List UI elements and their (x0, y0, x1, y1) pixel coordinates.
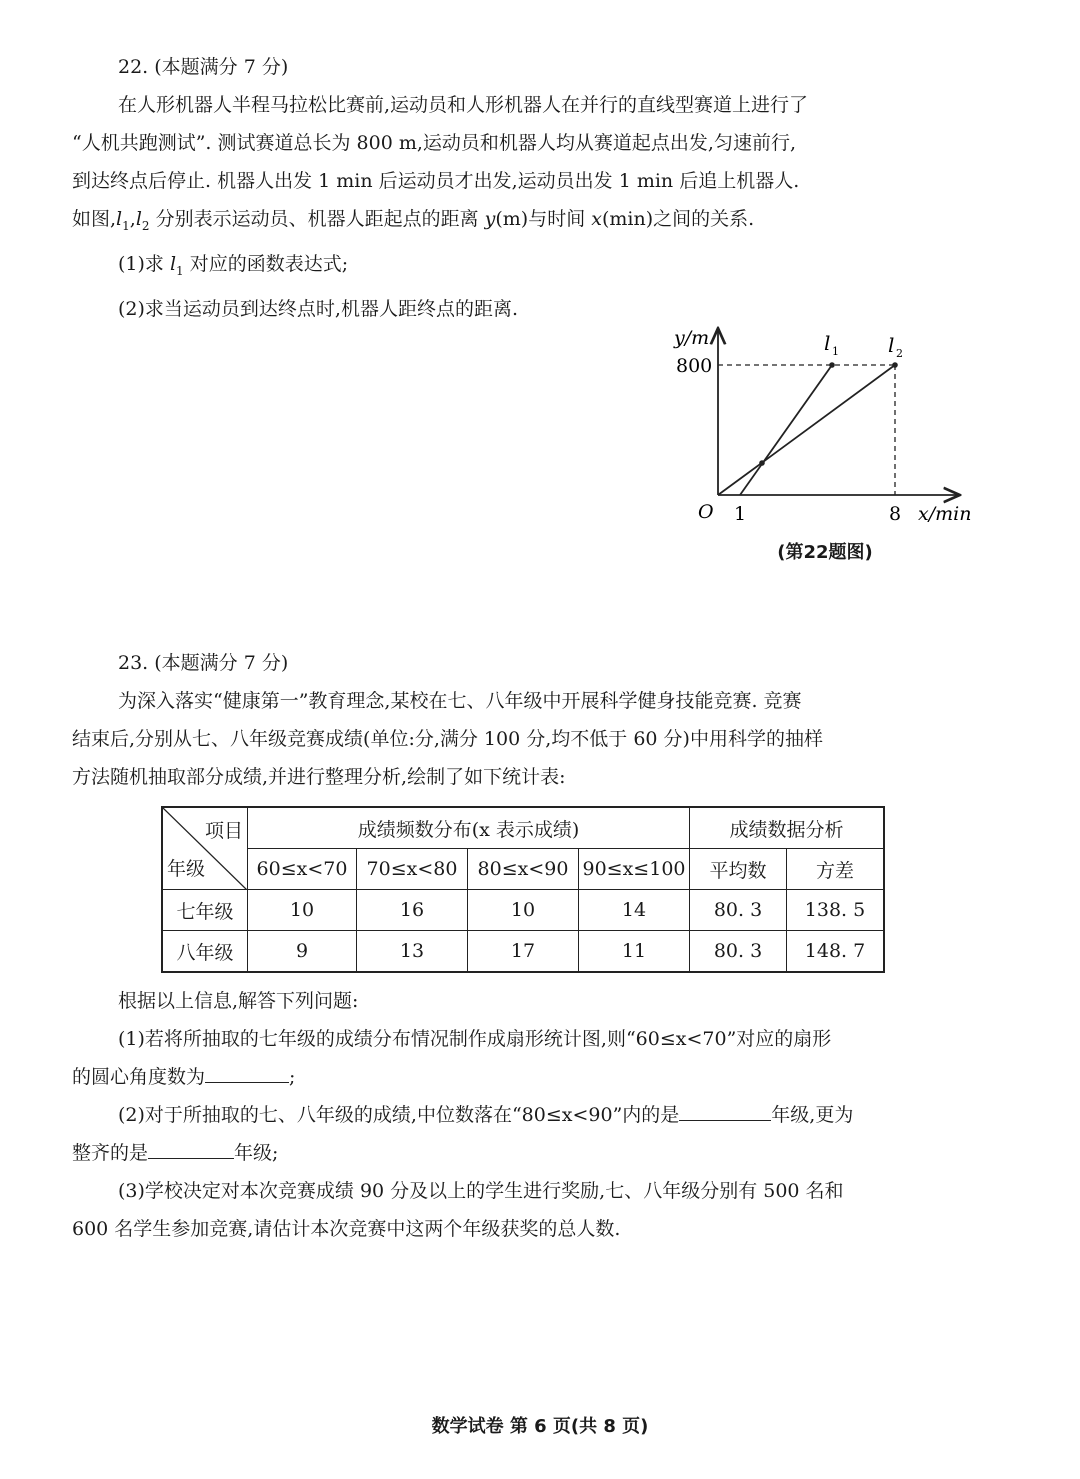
cell: 16 (357, 890, 468, 931)
corner-top-label: 项目 (204, 820, 243, 842)
cell: 10 (468, 890, 579, 931)
row-grade: 七年级 (162, 890, 248, 931)
question-23 (72, 644, 972, 796)
question-23-header: 23. (本题满分 7 分) (118, 652, 289, 674)
question-23-sub-3-line-1: (3)学校决定对本次竞赛成绩 90 分及以上的学生进行奖励,七、八年级分别有 500 名和 (118, 1180, 844, 1202)
col-header-variance: 方差 (787, 849, 885, 890)
question-22-sub-2: (2)求当运动员到达终点时,机器人距终点的距离. (118, 297, 518, 320)
question-23-sub-2-line-2: 整齐的是 年级; (72, 1134, 972, 1172)
cell: 9 (248, 931, 357, 973)
corner-bottom-label: 年级 (167, 858, 206, 880)
x-axis-label: x/min (918, 503, 972, 525)
l1-label-sub: 1 (832, 345, 839, 358)
cell-variance: 138. 5 (787, 890, 885, 931)
question-22-header: 22. (本题满分 7 分) (118, 56, 289, 78)
answer-blank-3[interactable] (148, 1136, 234, 1159)
table-row (162, 890, 884, 931)
cell: 10 (248, 890, 357, 931)
question-22-para-2: “人机共跑测试”. 测试赛道总长为 800 m,运动员和机器人均从赛道起点出发,匀速前行, (72, 132, 796, 154)
l1-end-point (829, 362, 835, 368)
line-l2 (718, 365, 895, 495)
l1-label: l (824, 331, 831, 355)
page-footer: 数学试卷 第 6 页(共 8 页) (431, 1416, 649, 1437)
question-23-sub-1-line-2: 的圆心角度数为 ; (72, 1058, 972, 1096)
question-22-para-4: 如图$,l_1,l_2$ 分别表示运动员、机器人距起点的距离 y(m)与时间 x(min)之间的关系. (72, 208, 755, 233)
table-corner-cell (162, 807, 248, 890)
l2-end-point (892, 362, 898, 368)
intersection-point (759, 460, 765, 466)
l2-label-sub: 2 (896, 347, 903, 360)
l2-label: l (888, 333, 895, 357)
answer-blank-2[interactable] (679, 1098, 771, 1121)
figure-22-caption: (第22题图) (777, 542, 873, 563)
cell: 14 (579, 890, 690, 931)
question-23-sub-1-line-1: (1)若将所抽取的七年级的成绩分布情况制作成扇形统计图,则“60≤x<70”对应的扇形 (118, 1028, 832, 1050)
question-22-para-1: 在人形机器人半程马拉松比赛前,运动员和人形机器人在并行的直线型赛道上进行了 (118, 94, 809, 116)
question-23-subquestions (72, 982, 972, 1248)
x-tick-1: 1 (734, 503, 747, 525)
col-header-mean: 平均数 (690, 849, 787, 890)
line-l1 (740, 365, 832, 495)
question-22-sub-1: (1)求 $l_1$ 对应的函数表达式; (118, 252, 349, 278)
col-header-4: 90≤x≤100 (579, 849, 690, 890)
question-23-para-1: 为深入落实“健康第一”教育理念,某校在七、八年级中开展科学健身技能竞赛. 竞赛 (118, 690, 802, 712)
table-group-distribution: 成绩频数分布(x 表示成绩) (248, 807, 690, 849)
cell-variance: 148. 7 (787, 931, 885, 973)
origin-label: O (698, 501, 714, 523)
y-axis-label: y/m (674, 327, 710, 349)
question-23-para-2: 结束后,分别从七、八年级竞赛成绩(单位:分,满分 100 分,均不低于 60 分)中用科学的抽样 (72, 728, 823, 750)
answer-blank-1[interactable] (205, 1060, 289, 1083)
cell: 11 (579, 931, 690, 973)
cell: 13 (357, 931, 468, 973)
score-table (161, 806, 885, 973)
x-tick-8: 8 (889, 503, 902, 525)
table-row (162, 931, 884, 973)
question-22 (72, 48, 972, 328)
question-23-sub-2-line-1: (2)对于所抽取的七、八年级的成绩,中位数落在“80≤x<90”内的是 年级,更为 (72, 1096, 972, 1134)
figure-22-graph (660, 318, 990, 533)
y-tick-800: 800 (676, 355, 713, 377)
col-header-3: 80≤x<90 (468, 849, 579, 890)
col-header-1: 60≤x<70 (248, 849, 357, 890)
question-23-lead: 根据以上信息,解答下列问题: (118, 990, 359, 1012)
cell-mean: 80. 3 (690, 931, 787, 973)
table-group-analysis: 成绩数据分析 (690, 807, 885, 849)
cell: 17 (468, 931, 579, 973)
row-grade: 八年级 (162, 931, 248, 973)
question-22-para-3: 到达终点后停止. 机器人出发 1 min 后运动员才出发,运动员出发 1 min 后追上机器人. (72, 170, 800, 192)
cell-mean: 80. 3 (690, 890, 787, 931)
question-23-para-3: 方法随机抽取部分成绩,并进行整理分析,绘制了如下统计表: (72, 766, 566, 788)
col-header-2: 70≤x<80 (357, 849, 468, 890)
figure-22 (660, 318, 990, 588)
question-23-sub-3-line-2: 600 名学生参加竞赛,请估计本次竞赛中这两个年级获奖的总人数. (72, 1218, 621, 1240)
